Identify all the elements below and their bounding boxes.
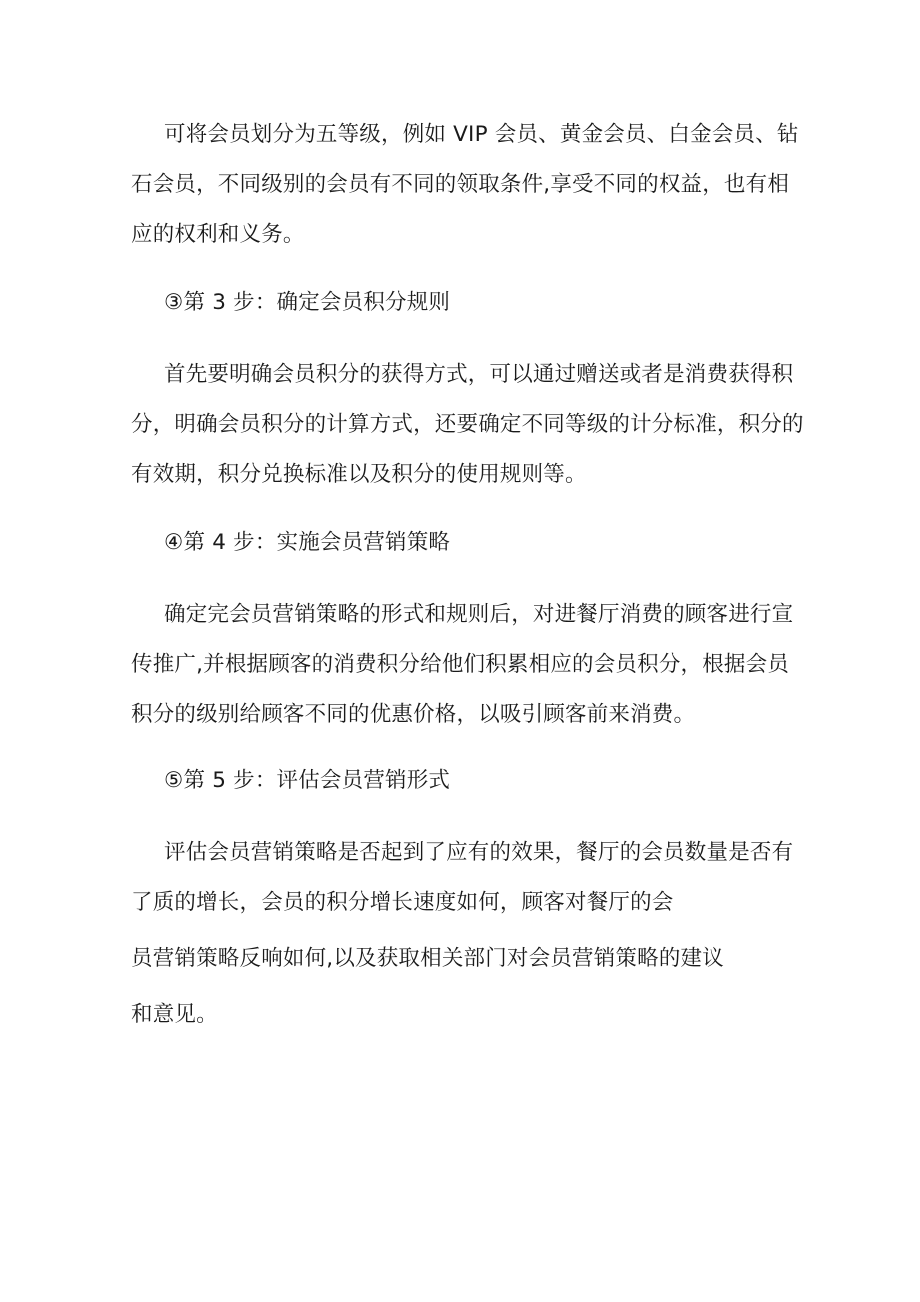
paragraph-3-line-3: 积分的级别给顾客不同的优惠价格，以吸引顾客前来消费。 (131, 702, 696, 727)
paragraph-4-line-1: 评估会员营销策略是否起到了应有的效果，餐厅的会员数量是否有 (164, 840, 794, 865)
step-3-heading: ③第 3 步：确定会员积分规则 (164, 290, 451, 315)
paragraph-3-line-1: 确定完会员营销策略的形式和规则后，对进餐厅消费的顾客进行宣 (164, 602, 794, 627)
paragraph-1-line-1: 可将会员划分为五等级，例如 VIP 会员、黄金会员、白金会员、钻 (164, 122, 799, 147)
paragraph-2-line-2: 分，明确会员积分的计算方式，还要确定不同等级的计分标准，积分的 (131, 412, 804, 437)
step-5-heading: ⑤第 5 步：评估会员营销形式 (164, 768, 451, 793)
paragraph-3-line-2: 传推广,并根据顾客的消费积分给他们积累相应的会员积分，根据会员 (131, 652, 790, 677)
paragraph-1-line-3: 应的权利和义务。 (131, 222, 305, 247)
paragraph-4-line-2: 了质的增长，会员的积分增长速度如何，顾客对餐厅的会 (131, 890, 674, 915)
paragraph-2-line-1: 首先要明确会员积分的获得方式，可以通过赠送或者是消费获得积 (164, 362, 794, 387)
paragraph-1-line-2: 石会员，不同级别的会员有不同的领取条件,享受不同的权益，也有相 (131, 172, 790, 197)
step-4-heading: ④第 4 步：实施会员营销策略 (164, 530, 451, 555)
paragraph-4-line-4: 和意见。 (131, 1002, 218, 1027)
paragraph-4-line-3: 员营销策略反响如何,以及获取相关部门对会员营销策略的建议 (131, 946, 724, 971)
paragraph-2-line-3: 有效期，积分兑换标准以及积分的使用规则等。 (131, 462, 587, 487)
